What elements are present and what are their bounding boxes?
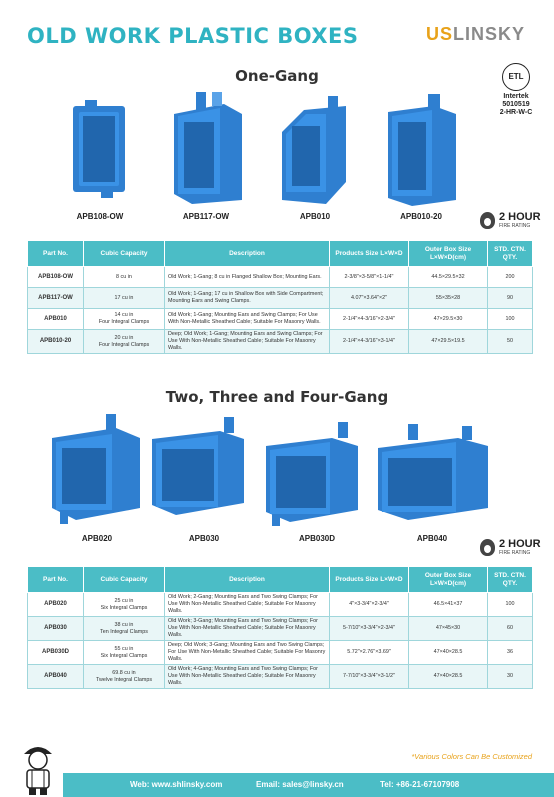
etl-mark-icon: ETL: [502, 63, 530, 91]
table-header-row: [28, 567, 533, 593]
cell-product-size: 2-1/4"×4-3/16"×2-3/4": [330, 309, 409, 330]
table-row: [28, 665, 533, 689]
col-description: Description: [165, 567, 330, 593]
col-qty: STD. CTN. QTY.: [488, 567, 533, 593]
etl-certification: [487, 63, 545, 117]
table-row: [28, 641, 533, 665]
product-image-apb030: [148, 415, 248, 523]
product-image-apb020: [46, 408, 146, 530]
product-image-apb108-ow: [65, 98, 135, 208]
cell-outer-size: 44.5×29.5×32: [409, 267, 488, 288]
cell-product-size: 7-7/10"×3-3/4"×3-1/2": [330, 665, 409, 689]
cell-capacity: 25 cu in Six Integral Clamps: [84, 593, 165, 617]
cell-part-no: APB030: [28, 617, 84, 641]
cell-part-no: APB010: [28, 309, 84, 330]
table-header-row: [28, 241, 533, 267]
cell-product-size: 5.72"×2.76"×3.69": [330, 641, 409, 665]
product-image-apb010: [274, 92, 354, 210]
fire-rating-hours: 2 HOUR: [499, 538, 541, 550]
fire-rating-label: FIRE RATING: [499, 223, 531, 229]
cell-qty: 200: [488, 267, 533, 288]
cell-qty: 100: [488, 309, 533, 330]
footer-email[interactable]: Email: sales@linsky.cn: [256, 780, 344, 789]
footer-tel: Tel: +86-21-67107908: [380, 780, 460, 789]
cell-outer-size: 47×40×28.5: [409, 641, 488, 665]
cell-description: Old Work; 1-Gang; 17 cu in Shallow Box with Side Compartment; Mounting Ears and Swing Clamps.: [165, 288, 330, 309]
cell-description: Old Work; 4-Gang; Mounting Ears and Two Swing Clamps; For Use With Non-Metallic Sheathed Cable; Suitable For Masonry Walls.: [165, 665, 330, 689]
cell-description: Old Work; 3-Gang; Mounting Ears and Two Swing Clamps; For Use With Non-Metallic Sheathed Cable; Suitable For Masonry Walls.: [165, 617, 330, 641]
brand-logo: [426, 24, 525, 45]
worker-mascot-icon: [18, 740, 58, 796]
cell-product-size: 5-7/10"×3-3/4"×2-3/4": [330, 617, 409, 641]
product-label-apb010: APB010: [299, 212, 331, 221]
table-row: [28, 309, 533, 330]
cell-product-size: 2-3/8"×3-5/8"×1-1/4": [330, 267, 409, 288]
col-capacity: Cubic Capacity: [84, 567, 165, 593]
cell-capacity: 20 cu in Four Integral Clamps: [84, 330, 165, 354]
cell-capacity: 69.8 cu in Twelve Integral Clamps: [84, 665, 165, 689]
table-row: [28, 330, 533, 354]
product-image-apb010-20: [382, 92, 462, 210]
cell-description: Deep; Old Work; 1-Gang; Mounting Ears and Swing Clamps; For Use With Non-Metallic Sheathed Cable; Suitable For Masonry Walls.: [165, 330, 330, 354]
cert-line-2: 5010519: [502, 101, 530, 108]
cell-qty: 50: [488, 330, 533, 354]
multi-gang-title: Two, Three and Four-Gang: [165, 388, 389, 406]
product-label-apb040: APB040: [416, 534, 448, 543]
footer-bar: [63, 773, 554, 797]
cert-line-3: 2-HR-W-C: [499, 109, 533, 116]
cell-outer-size: 47×29.5×19.5: [409, 330, 488, 354]
table-row: [28, 288, 533, 309]
cell-part-no: APB010-20: [28, 330, 84, 354]
product-label-apb117-ow: APB117-OW: [182, 212, 230, 221]
col-part-no: Part No.: [28, 241, 84, 267]
col-description: Description: [165, 241, 330, 267]
cell-description: Old Work; 2-Gang; Mounting Ears and Two Swing Clamps; For Use With Non-Metallic Sheathed Cable; Suitable For Masonry Walls.: [165, 593, 330, 617]
cell-capacity: 55 cu in Six Integral Clamps: [84, 641, 165, 665]
cell-qty: 30: [488, 665, 533, 689]
product-label-apb010-20: APB010-20: [400, 212, 442, 221]
cell-qty: 36: [488, 641, 533, 665]
cell-product-size: 4.07"×3.64"×2": [330, 288, 409, 309]
cell-description: Old Work; 1-Gang; 8 cu in Flanged Shallow Box; Mounting Ears.: [165, 267, 330, 288]
cell-outer-size: 47×40×28.5: [409, 665, 488, 689]
table-row: [28, 593, 533, 617]
product-label-apb030: APB030: [188, 534, 220, 543]
cell-part-no: APB030D: [28, 641, 84, 665]
product-image-apb030d: [262, 418, 362, 528]
cell-description: Old Work; 1-Gang; Mounting Ears and Swing Clamps; For Use With Non-Metallic Sheathed Cable; Suitable For Masonry Walls.: [165, 309, 330, 330]
cell-capacity: 38 cu in Ten Integral Clamps: [84, 617, 165, 641]
col-product-size: Products Size L×W×D: [330, 567, 409, 593]
cell-capacity: 17 cu in: [84, 288, 165, 309]
table-row: [28, 267, 533, 288]
table-row: [28, 617, 533, 641]
col-outer-size: Outer Box Size L×W×D(cm): [409, 567, 488, 593]
cell-qty: 100: [488, 593, 533, 617]
cell-outer-size: 47×29.5×30: [409, 309, 488, 330]
product-image-apb040: [374, 420, 492, 528]
cell-product-size: 2-1/4"×4-3/16"×3-1/4": [330, 330, 409, 354]
cell-qty: 60: [488, 617, 533, 641]
fire-rating-hours: 2 HOUR: [499, 211, 541, 223]
customization-note: *Various Colors Can Be Customized: [411, 752, 532, 761]
logo-us: US: [426, 24, 454, 44]
col-product-size: Products Size L×W×D: [330, 241, 409, 267]
cell-outer-size: 47×45×30: [409, 617, 488, 641]
cert-line-1: Intertek: [503, 93, 529, 100]
col-capacity: Cubic Capacity: [84, 241, 165, 267]
cell-outer-size: 46.5×41×37: [409, 593, 488, 617]
cell-part-no: APB020: [28, 593, 84, 617]
col-qty: STD. CTN. QTY.: [488, 241, 533, 267]
flame-icon: [480, 212, 495, 229]
product-label-apb020: APB020: [81, 534, 113, 543]
col-part-no: Part No.: [28, 567, 84, 593]
flame-icon: [480, 539, 495, 556]
col-outer-size: Outer Box Size L×W×D(cm): [409, 241, 488, 267]
one-gang-title: One-Gang: [235, 67, 319, 85]
cell-product-size: 4"×3-3/4"×2-3/4": [330, 593, 409, 617]
cell-description: Deep; Old Work; 3-Gang; Mounting Ears and Two Swing Clamps; For Use With Non-Metallic Sheathed Cable; Suitable For Masonry Walls.: [165, 641, 330, 665]
cell-part-no: APB108-OW: [28, 267, 84, 288]
page-title: OLD WORK PLASTIC BOXES: [27, 24, 359, 48]
cell-part-no: APB117-OW: [28, 288, 84, 309]
footer-web[interactable]: Web: www.shlinsky.com: [130, 780, 223, 789]
one-gang-table: [27, 240, 533, 354]
cell-capacity: 8 cu in: [84, 267, 165, 288]
fire-rating-label: FIRE RATING: [499, 550, 531, 556]
logo-rest: LINSKY: [453, 24, 526, 44]
cell-qty: 90: [488, 288, 533, 309]
multi-gang-table: [27, 566, 533, 689]
product-label-apb030d: APB030D: [298, 534, 335, 543]
product-label-apb108-ow: APB108-OW: [76, 212, 124, 221]
product-image-apb117-ow: [168, 90, 248, 208]
cell-outer-size: 55×35×28: [409, 288, 488, 309]
cell-capacity: 14 cu in Four Integral Clamps: [84, 309, 165, 330]
cell-part-no: APB040: [28, 665, 84, 689]
